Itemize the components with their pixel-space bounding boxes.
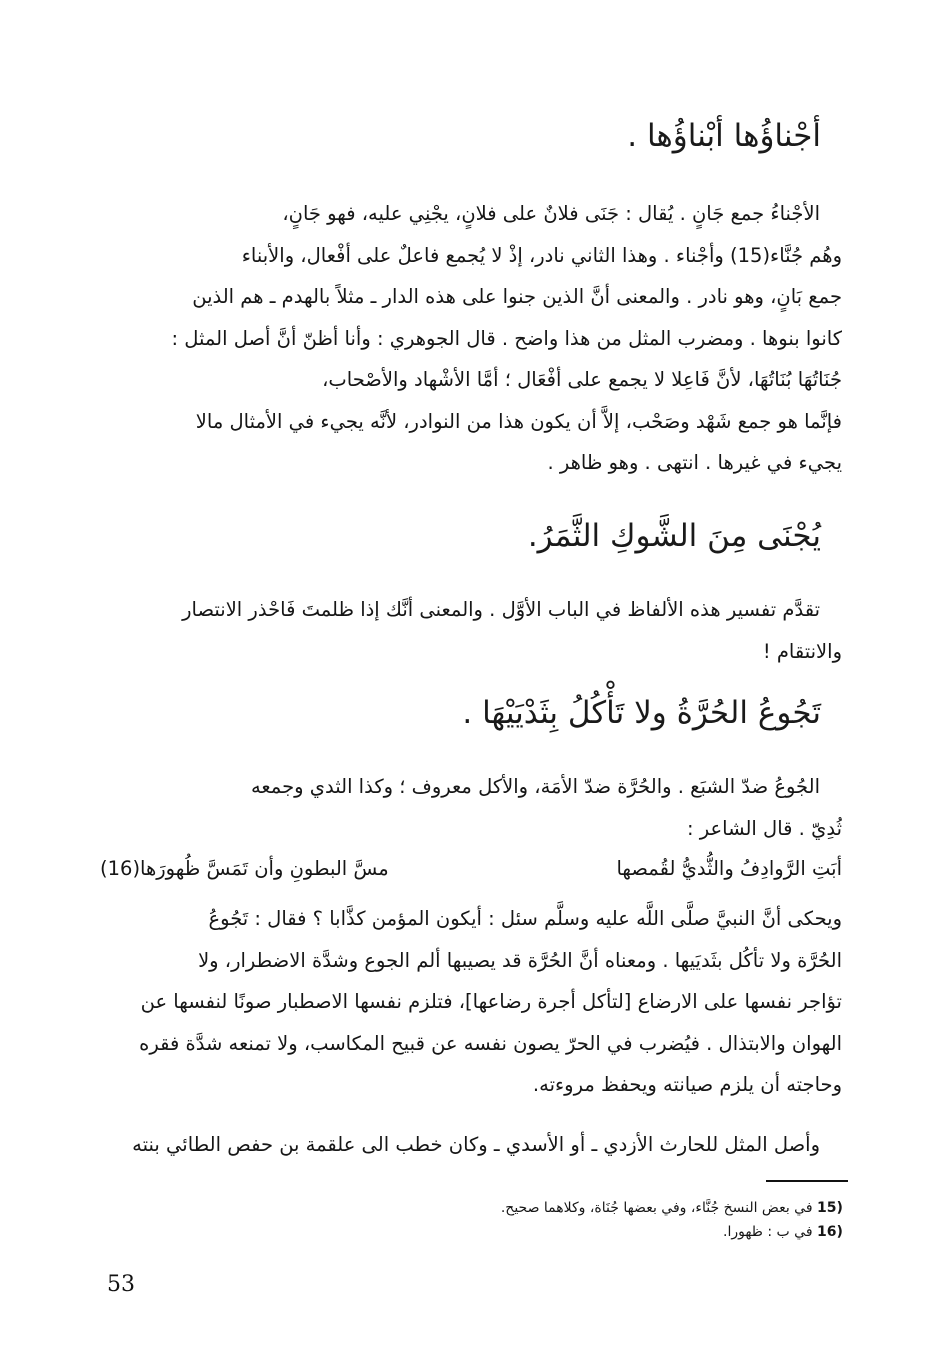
footnote-text: في بعض النسخ جُنَّاء، وفي بعضها جُنَاة، وكلاهما صحيح. — [500, 1200, 813, 1216]
paragraph-5 — [100, 1124, 842, 1166]
footnote-15 — [501, 1200, 849, 1216]
text-line: الحُرَّة ولا تأكُل بثَديَيها . ومعناه أنَّ الحُرَّة قد يصيبها ألم الجوع وشدَّة الاضطرار، ولا — [198, 948, 842, 972]
text-line: يجيء في غيرها . انتهى . وهو ظاهر . — [547, 451, 842, 474]
text-line: تؤاجر نفسها على الارضاع [لتأكل أجرة رضاعها]، فتلزم نفسها الاصطبار صونًا لنفسها عن — [140, 990, 842, 1013]
page-number: 53 — [107, 1272, 135, 1297]
text-line: وأصل المثل للحارث الأزدي ـ أو الأسدي ـ وكان خطب الى علقمة بن حفص الطائي بنته — [132, 1133, 820, 1156]
text-line: ثُدِيّ . قال الشاعر : — [686, 816, 842, 840]
footnote-16 — [723, 1224, 849, 1240]
footnote-number: 16) — [817, 1224, 843, 1240]
verse-hemistich-first: أبَتِ الرَّوادِفُ والثُّديُّ لقُمصها — [616, 857, 842, 880]
text-line: الأجْناءُ جمع جَانٍ . يُقال : جَنَى فلانٌ على فلانٍ، يجْنِي عليه، فهو جَانٍ، — [282, 202, 820, 225]
text-line: والانتقام ! — [762, 639, 842, 663]
footnote-separator — [766, 1180, 848, 1182]
paragraph-4 — [100, 898, 842, 1106]
proverb-heading-3: تَجُوعُ الحُرَّةُ ولا تَأْكُلُ بِثَدْيَيْهَا . — [462, 695, 821, 731]
text-line: كانوا بنوها . ومضرب المثل من هذا واضح . قال الجوهري : وأنا أظنّ أنَّ أصل المثل : — [171, 326, 842, 350]
text-line: تقدَّم تفسير هذه الألفاظ في الباب الأوَّل . والمعنى أنَّك إذا ظلمتَ فَاحْذر الانتصار — [182, 598, 820, 621]
paragraph-3 — [100, 766, 842, 849]
footnote-number: 15) — [817, 1200, 843, 1216]
text-line: ويحكى أنَّ النبيَّ صلَّى اللَّه عليه وسلَّم سئل : أيكون المؤمن كذَّابا ؟ فقال : تَجُوعُ — [208, 907, 842, 930]
proverb-heading-1: أجْناؤُها أبْناؤُها . — [627, 118, 821, 154]
proverb-heading-2: يُجْنَى مِنَ الشَّوكِ الثَّمَرُ. — [527, 518, 821, 554]
text-line: الجُوعُ ضدّ الشبَع . والحُرَّة ضدّ الأمَة، والأكل معروف ؛ وكذا الثدي وجمعه — [250, 775, 820, 798]
poetry-verse — [100, 857, 842, 897]
text-line: وهُم جُنَّاء(15) وأجْناء . وهذا الثاني نادر، إذْ لا يُجمع فاعلٌ على أفْعال، والأبناء — [241, 243, 842, 267]
text-line: وحاجته أن يلزم صيانته ويحفظ مروءته. — [532, 1073, 842, 1096]
text-line: جُنَاتُهَا بُنَاتُهَا، لأنَّ فَاعِلا لا يجمع على أفْعَال ؛ أمَّا الأشْهاد والأصْحاب، — [322, 368, 842, 391]
text-line: جمع بَانٍ، وهو نادر . والمعنى أنَّ الذين جنوا على هذه الدار ـ مثلاً بالهدم ـ هم الذين — [192, 285, 842, 308]
footnote-text: في ب : ظهورا. — [723, 1224, 813, 1240]
paragraph-2 — [100, 589, 842, 672]
text-line: فإنَّما هو جمع شَهْد وصَحْب، إلاَّ أن يكون هذا من النوادر، لأنَّه يجيء في الأمثال مالا — [195, 409, 842, 433]
verse-hemistich-second: مسَّ البطونِ وأن تَمَسَّ ظُهورَها(16) — [100, 857, 389, 880]
paragraph-1 — [100, 193, 842, 484]
text-line: الهوان والابتذال . فيُضرب في الحرّ يصون نفسه عن قبيح المكاسب، ولا تمنعه شدَّة فقره — [139, 1031, 842, 1055]
